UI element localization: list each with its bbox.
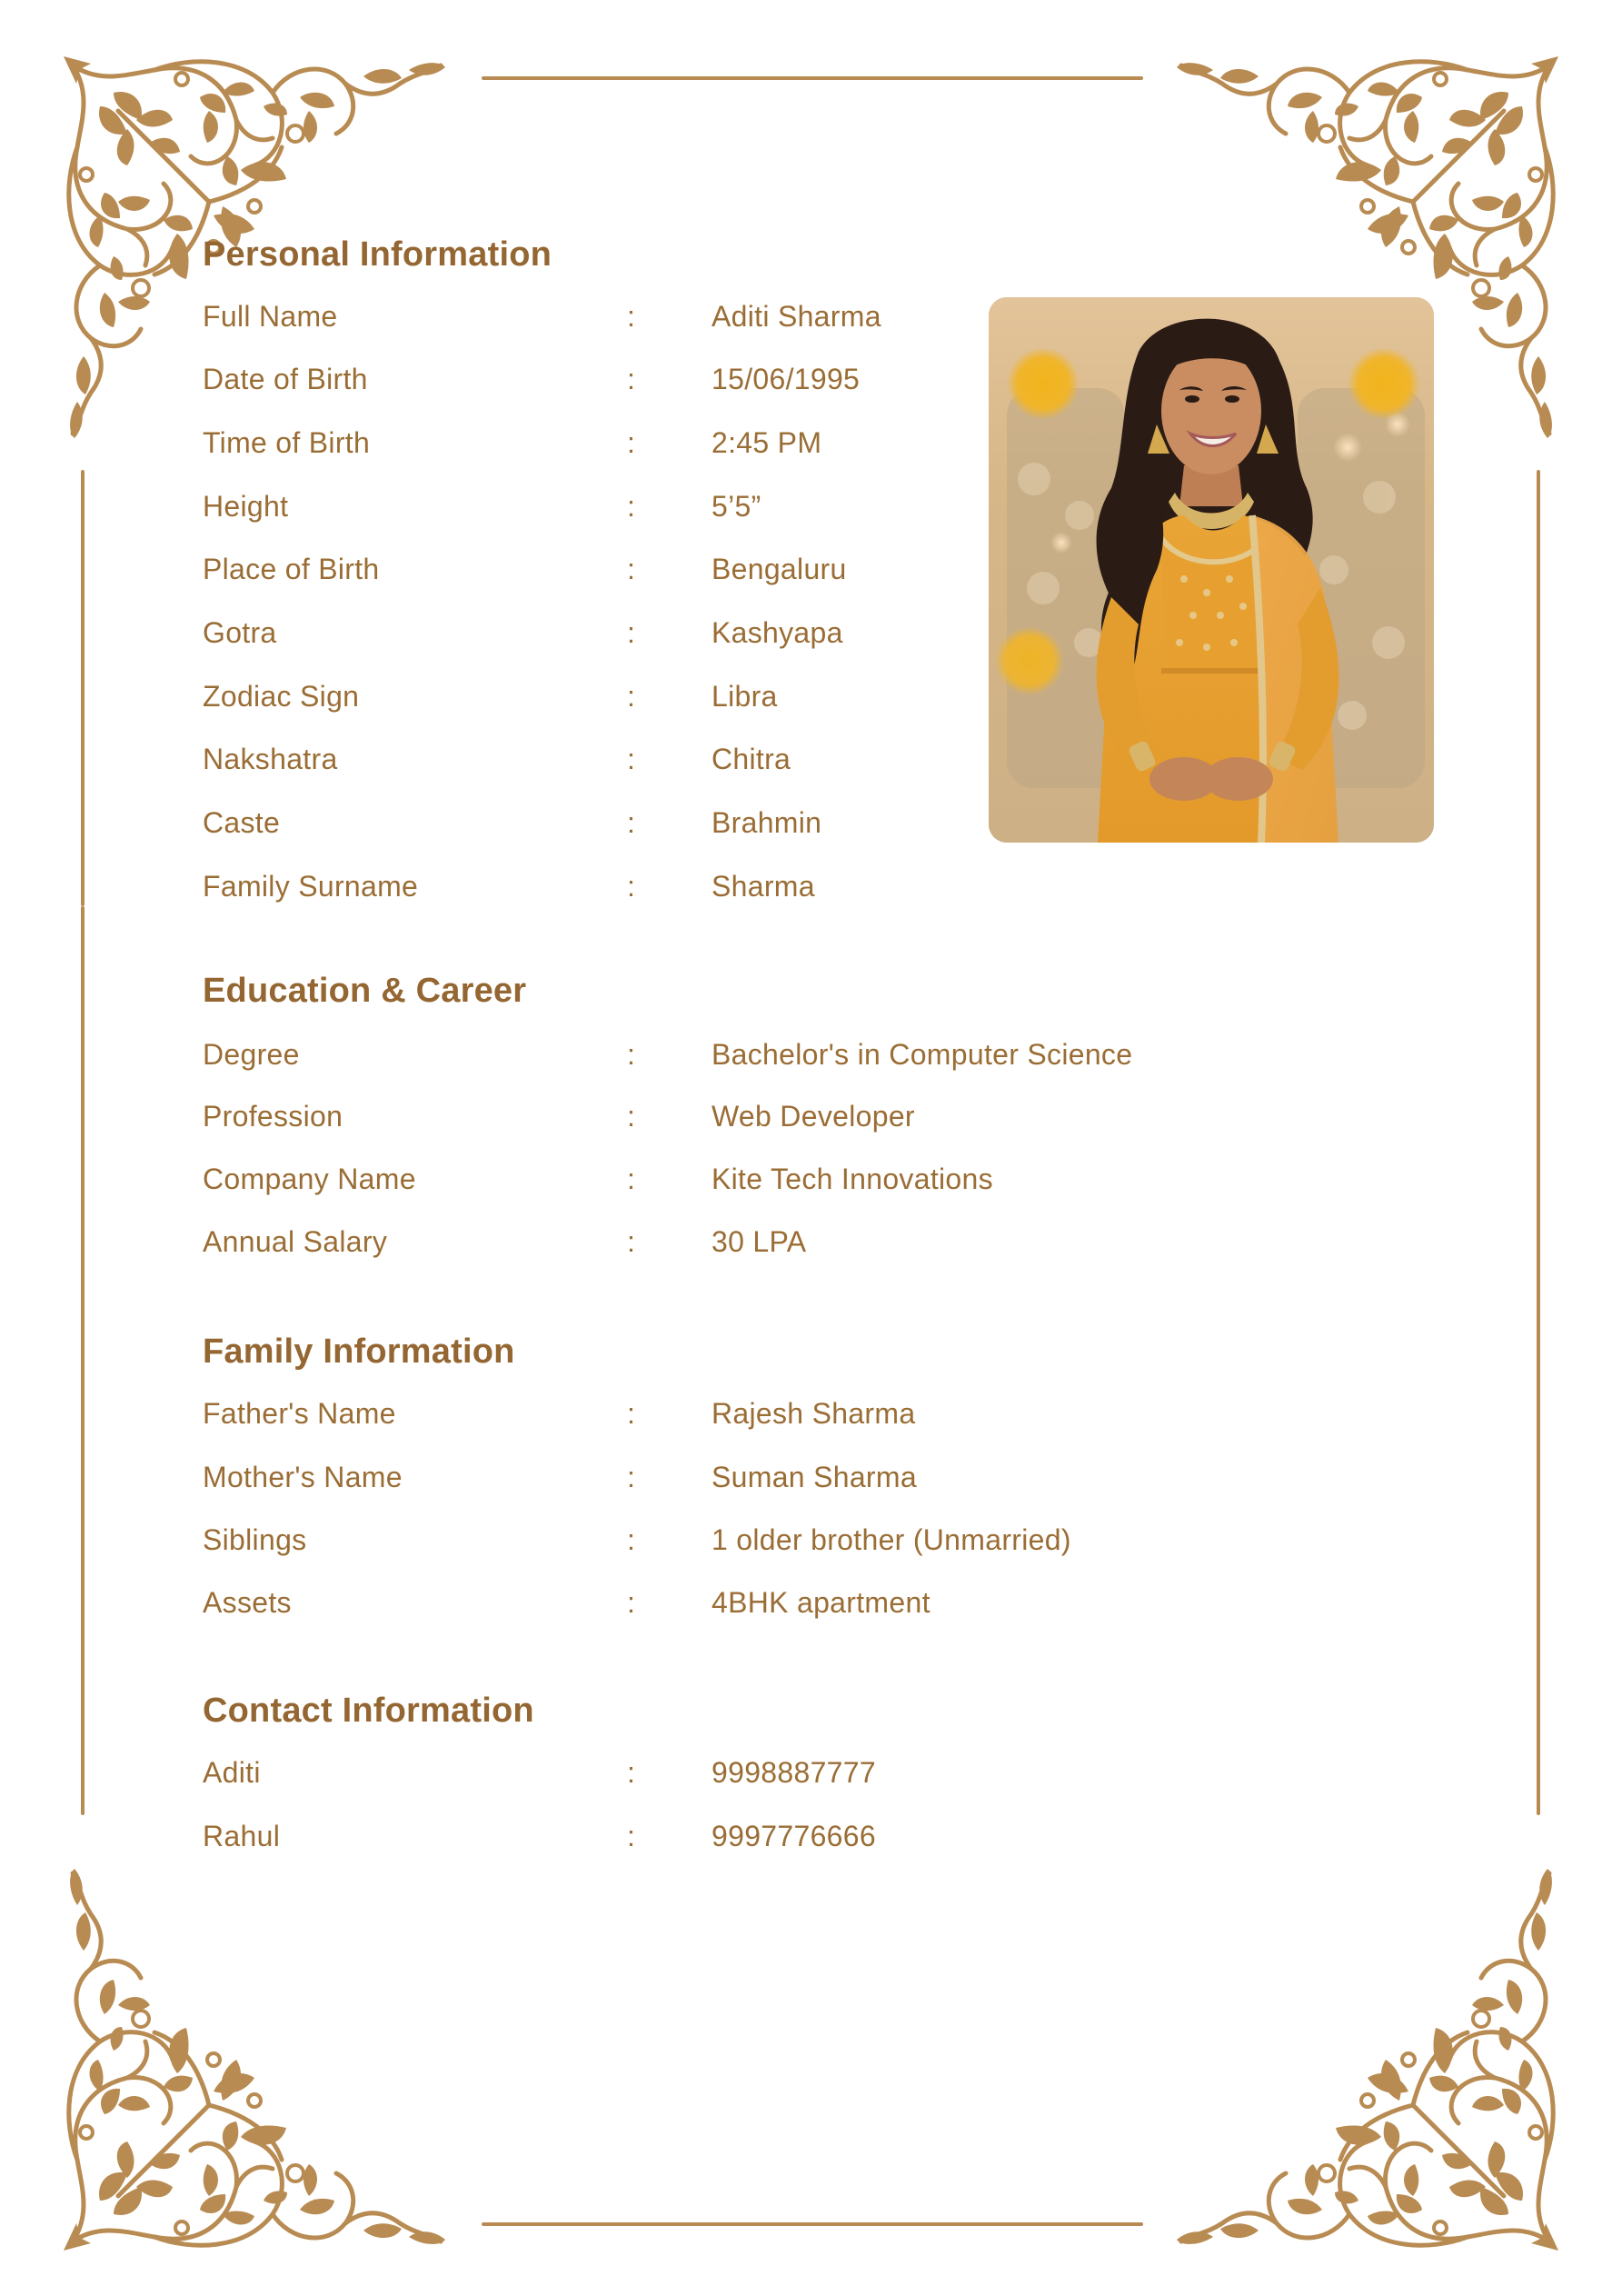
detail-label: Aditi (203, 1756, 261, 1789)
section-title-contact-information: Contact Information (203, 1692, 534, 1730)
detail-value: Bengaluru (711, 553, 847, 585)
section-title-family-information: Family Information (203, 1333, 515, 1371)
detail-label: Siblings (203, 1523, 307, 1556)
separator-colon: : (627, 1756, 636, 1789)
detail-label: Father's Name (203, 1397, 396, 1430)
top-border-line (482, 76, 1143, 80)
detail-value: 2:45 PM (711, 426, 822, 459)
separator-colon: : (627, 1100, 636, 1133)
separator-colon: : (627, 680, 636, 713)
detail-value: Rajesh Sharma (711, 1397, 916, 1430)
separator-colon: : (627, 1397, 636, 1430)
detail-value: Web Developer (711, 1100, 915, 1133)
detail-label: Company Name (203, 1163, 416, 1195)
section-title-education-career: Education & Career (203, 972, 527, 1010)
detail-label: Profession (203, 1100, 343, 1133)
detail-label: Assets (203, 1586, 292, 1619)
separator-colon: : (627, 426, 636, 459)
floral-corner-ornament-bottom-right (1177, 1869, 1558, 2251)
detail-label: Degree (203, 1038, 300, 1071)
left-border-line-lower (81, 906, 85, 1815)
left-border-line (81, 470, 85, 906)
detail-value: 5’5” (711, 490, 761, 523)
separator-colon: : (627, 870, 636, 903)
detail-value: Suman Sharma (711, 1461, 917, 1493)
detail-label: Date of Birth (203, 363, 368, 395)
phone-number[interactable]: 9998887777 (711, 1756, 876, 1789)
phone-number[interactable]: 9997776666 (711, 1820, 876, 1852)
separator-colon: : (627, 1523, 636, 1556)
separator-colon: : (627, 806, 636, 839)
detail-label: Family Surname (203, 870, 419, 903)
detail-value: 30 LPA (711, 1225, 807, 1258)
detail-value: Sharma (711, 870, 815, 903)
detail-value: Aditi Sharma (711, 300, 881, 333)
separator-colon: : (627, 363, 636, 395)
detail-label: Height (203, 490, 289, 523)
detail-value: 1 older brother (Unmarried) (711, 1523, 1071, 1556)
detail-value: 4BHK apartment (711, 1586, 930, 1619)
detail-value: Libra (711, 680, 778, 713)
detail-value: Bachelor's in Computer Science (711, 1038, 1133, 1071)
separator-colon: : (627, 1163, 636, 1195)
separator-colon: : (627, 1586, 636, 1619)
separator-colon: : (627, 490, 636, 523)
separator-colon: : (627, 1820, 636, 1852)
separator-colon: : (627, 553, 636, 585)
detail-label: Full Name (203, 300, 338, 333)
detail-label: Annual Salary (203, 1225, 388, 1258)
right-border-line (1537, 470, 1540, 1815)
separator-colon: : (627, 300, 636, 333)
floral-corner-ornament-bottom-left (64, 1869, 445, 2251)
detail-value: 15/06/1995 (711, 363, 861, 395)
separator-colon: : (627, 743, 636, 775)
section-title-personal-information: Personal Information (203, 235, 552, 274)
detail-label: Gotra (203, 616, 277, 649)
detail-value: Chitra (711, 743, 791, 775)
detail-label: Caste (203, 806, 281, 839)
detail-label: Time of Birth (203, 426, 371, 459)
detail-value: Brahmin (711, 806, 822, 839)
detail-value: Kite Tech Innovations (711, 1163, 993, 1195)
detail-label: Nakshatra (203, 743, 338, 775)
profile-photo (989, 297, 1434, 843)
bottom-border-line (482, 2222, 1143, 2226)
detail-value: Kashyapa (711, 616, 843, 649)
separator-colon: : (627, 1461, 636, 1493)
separator-colon: : (627, 1225, 636, 1258)
detail-label: Zodiac Sign (203, 680, 360, 713)
detail-label: Rahul (203, 1820, 281, 1852)
detail-label: Place of Birth (203, 553, 380, 585)
detail-label: Mother's Name (203, 1461, 403, 1493)
separator-colon: : (627, 1038, 636, 1071)
separator-colon: : (627, 616, 636, 649)
